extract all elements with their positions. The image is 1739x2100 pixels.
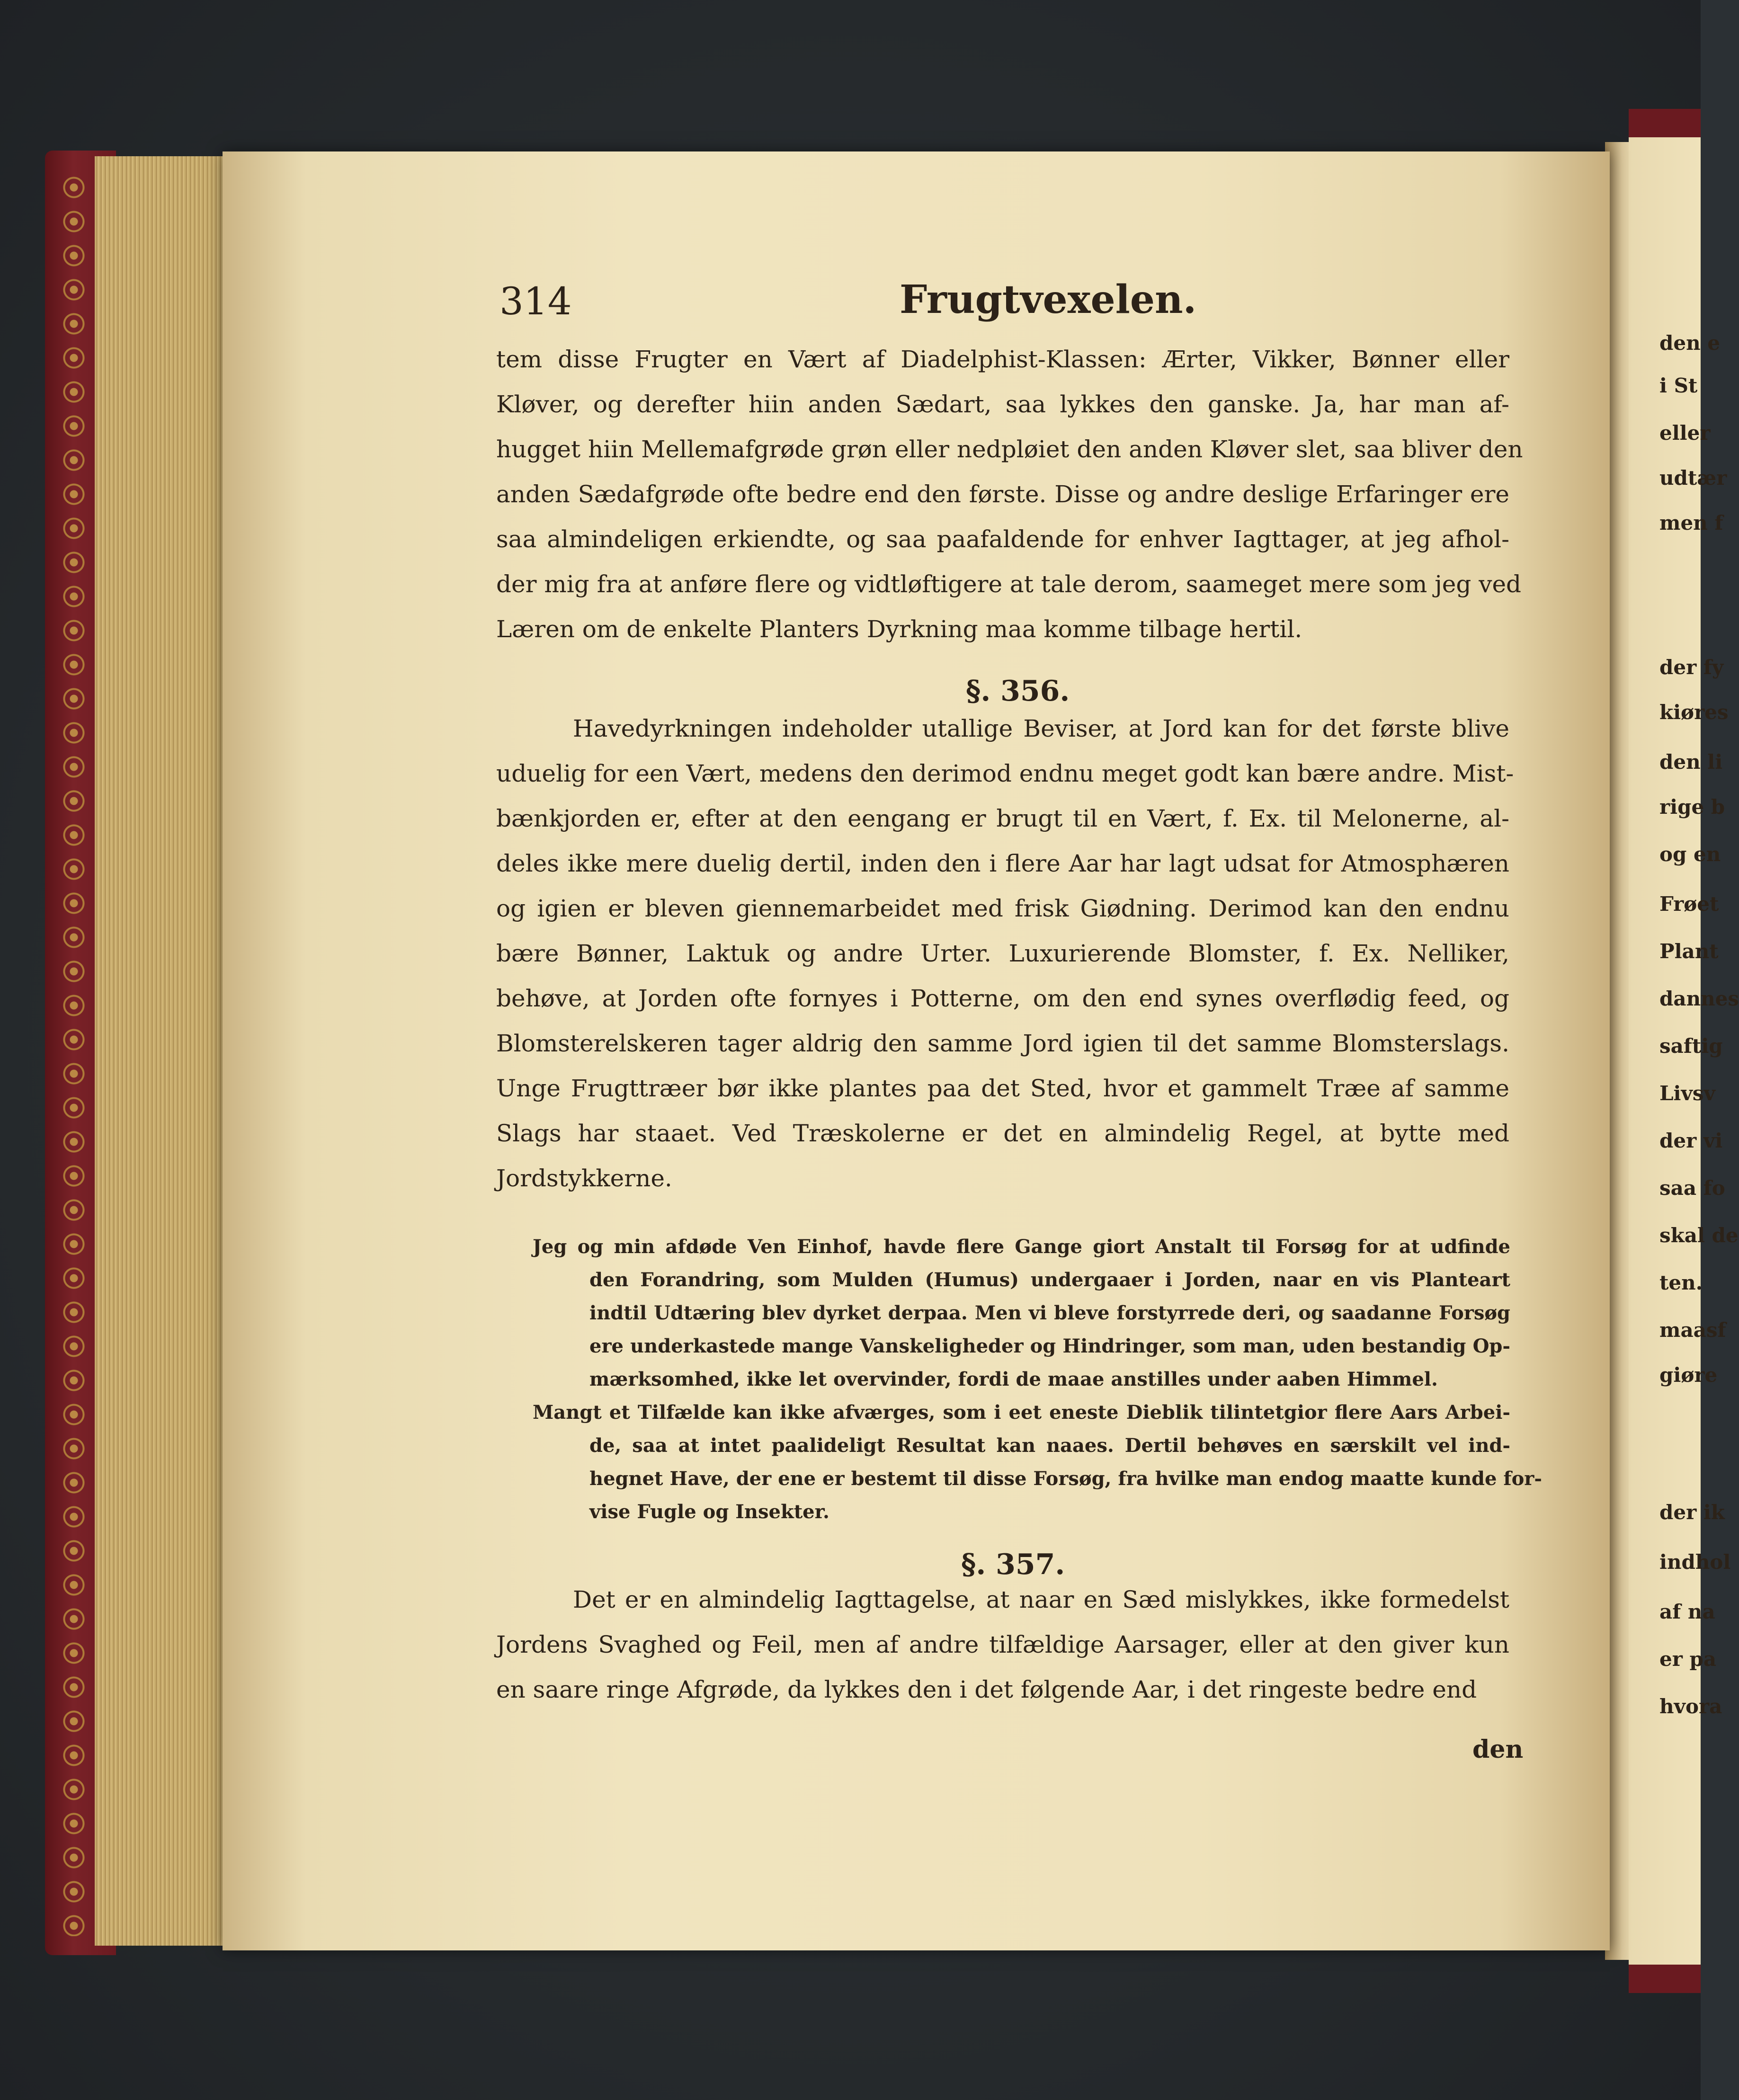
section-heading-357: §. 357.: [961, 1548, 1065, 1581]
right-page-fragment: den e: [1659, 331, 1720, 355]
right-page-fragment: giøre: [1659, 1363, 1718, 1387]
paragraph-1-line: Læren om de enkelte Planters Dyrkning maa komme tilbage hertil.: [496, 615, 1302, 643]
footnote-2-line: hegnet Have, der ene er bestemt til disse Forsøg, fra hvilke man endog maatte kunde for-: [589, 1468, 1542, 1490]
book-cover-right-bottom: [1629, 1965, 1701, 1993]
right-page-fragment: udtær: [1659, 466, 1727, 489]
paragraph-2-line: og igien er bleven giennemarbeidet med frisk Giødning. Derimod kan den endnu: [496, 895, 1509, 922]
right-page-fragment: maasf: [1659, 1318, 1726, 1342]
paragraph-2-line: Unge Frugttræer bør ikke plantes paa det Sted, hvor et gammelt Træe af samme: [496, 1075, 1509, 1102]
right-page-fragment: skal de: [1659, 1224, 1739, 1247]
right-page-fragment: dannes: [1659, 987, 1739, 1010]
cover-ornament: [57, 170, 91, 1936]
paragraph-2-line: Jordstykkerne.: [496, 1165, 672, 1192]
paragraph-1-line: anden Sædafgrøde ofte bedre end den første. Disse og andre deslige Erfaringer ere: [496, 481, 1509, 508]
paragraph-2-line: bænkjorden er, efter at den eengang er brugt til en Vært, f. Ex. til Melonerne, al-: [496, 805, 1509, 832]
section-heading-356: §. 356.: [966, 675, 1070, 708]
paragraph-3-line: Jordens Svaghed og Feil, men af andre tilfældige Aarsager, eller at den giver kun: [496, 1631, 1509, 1658]
footnote-1-line: den Forandring, som Mulden (Humus) undergaaer i Jorden, naar en vis Planteart: [589, 1269, 1510, 1291]
running-title: Frugtvexelen.: [900, 277, 1197, 322]
paragraph-1-line: der mig fra at anføre flere og vidtløftigere at tale derom, saameget mere som jeg ved: [496, 570, 1522, 598]
right-page-fragment: der ik: [1659, 1501, 1725, 1524]
footnote-1-line: mærksomhed, ikke let overvinder, fordi de maae anstilles under aaben Himmel.: [589, 1368, 1438, 1390]
right-page-fragment: rige b: [1659, 795, 1725, 819]
footnote-1-line: Jeg og min afdøde Ven Einhof, havde flere Gange giort Anstalt til Forsøg for at udfinde: [533, 1236, 1510, 1258]
right-page-fragment: Frøet: [1659, 892, 1719, 916]
footnote-2-line: vise Fugle og Insekter.: [589, 1501, 829, 1523]
right-page-fragment: indhol: [1659, 1550, 1731, 1574]
paragraph-1-line: hugget hiin Mellemafgrøde grøn eller nedpløiet den anden Kløver slet, saa bliver den: [496, 436, 1523, 463]
footnote-2-line: de, saa at intet paalideligt Resultat kan naaes. Dertil behøves en særskilt vel ind-: [589, 1434, 1510, 1457]
right-page-fragment: og en: [1659, 843, 1721, 866]
footnote-1-line: ere underkastede mange Vanskeligheder og Hindringer, som man, uden bestandig Op-: [589, 1335, 1510, 1357]
catchword: den: [1472, 1735, 1524, 1764]
right-page-fragment: kiøres: [1659, 701, 1729, 724]
paragraph-2-line: behøve, at Jorden ofte fornyes i Potterne, om den end synes overflødig feed, og: [496, 985, 1509, 1012]
right-page-fragment: saa fo: [1659, 1176, 1725, 1200]
right-page-fragment: der fy: [1659, 656, 1724, 679]
paragraph-2-line: Havedyrkningen indeholder utallige Beviser, at Jord kan for det første blive: [573, 715, 1509, 742]
book-cover-right-top: [1629, 109, 1701, 137]
paragraph-2-line: uduelig for een Vært, medens den derimod endnu meget godt kan bære andre. Mist-: [496, 760, 1514, 787]
paragraph-1-line: tem disse Frugter en Vært af Diadelphist-Klassen: Ærter, Vikker, Bønner eller: [496, 346, 1509, 373]
right-page-fragment: ten.: [1659, 1271, 1703, 1294]
paragraph-2-line: deles ikke mere duelig dertil, inden den i flere Aar har lagt udsat for Atmosphæren: [496, 850, 1509, 877]
right-page-fragment: er pa: [1659, 1647, 1717, 1671]
paragraph-2-line: Blomsterelskeren tager aldrig den samme Jord igien til det samme Blomsterslags.: [496, 1030, 1509, 1057]
right-page-fragment: eller: [1659, 421, 1711, 445]
page-edges: [95, 156, 232, 1946]
paragraph-1-line: saa almindeligen erkiendte, og saa paafaldende for enhver Iagttager, at jeg afhol-: [496, 525, 1509, 553]
paragraph-2-line: bære Bønner, Laktuk og andre Urter. Luxurierende Blomster, f. Ex. Nelliker,: [496, 940, 1509, 967]
footnote-1-line: indtil Udtæring blev dyrket derpaa. Men vi bleve forstyrrede deri, og saadanne Forsøg: [589, 1302, 1510, 1324]
right-page-fragment: i St: [1659, 374, 1698, 397]
footnote-2-line: Mangt et Tilfælde kan ikke afværges, som i eet eneste Dieblik tilintetgior flere Aars Arbei-: [533, 1401, 1510, 1424]
right-page-fragment: den li: [1659, 750, 1723, 774]
right-page-fragment: hvora: [1659, 1695, 1722, 1718]
right-page-fragment: saftig: [1659, 1034, 1723, 1058]
right-page-fragment: Livsv: [1659, 1082, 1715, 1105]
paragraph-2-line: Slags har staaet. Ved Træskolerne er det en almindelig Regel, at bytte med: [496, 1120, 1509, 1147]
right-page-fragment: men f: [1659, 511, 1723, 534]
right-page-fragment: Plant: [1659, 940, 1719, 963]
page-number: 314: [499, 279, 572, 323]
right-page-fragment: af na: [1659, 1600, 1715, 1623]
paragraph-3-line: en saare ringe Afgrøde, da lykkes den i det følgende Aar, i det ringeste bedre end: [496, 1676, 1477, 1703]
right-page-fragment: der vi: [1659, 1129, 1723, 1152]
paragraph-3-line: Det er en almindelig Iagttagelse, at naar en Sæd mislykkes, ikke formedelst: [573, 1586, 1509, 1613]
paragraph-1-line: Kløver, og derefter hiin anden Sædart, saa lykkes den ganske. Ja, har man af-: [496, 391, 1509, 418]
